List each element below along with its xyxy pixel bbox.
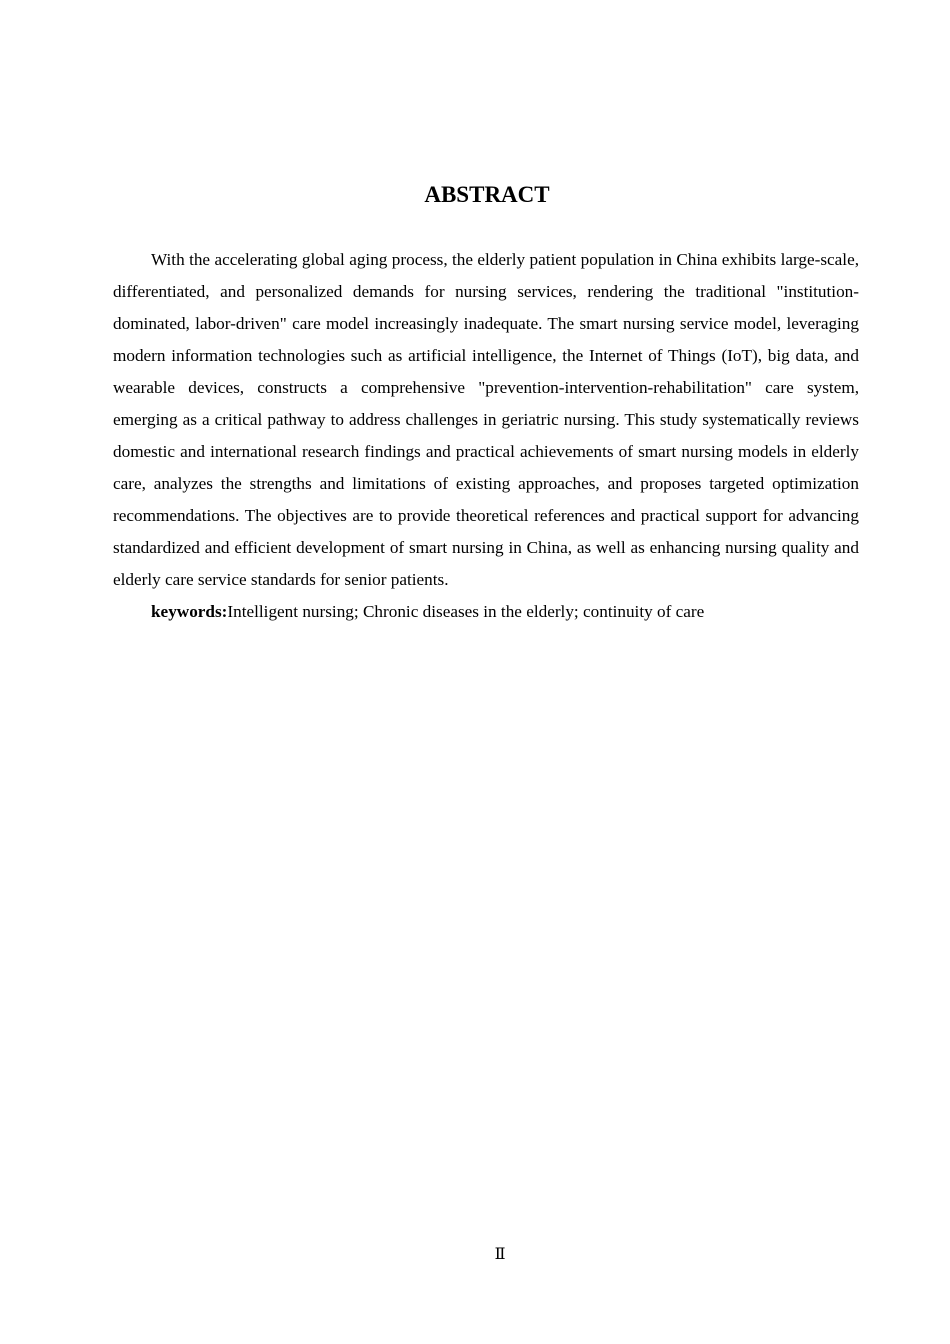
page-title: ABSTRACT (424, 182, 550, 207)
abstract-content (113, 244, 859, 628)
page-number: Ⅱ (494, 1246, 506, 1263)
abstract-paragraph: With the accelerating global aging process, the elderly patient population in China exhibits large-scale, differentiated, and personalized demands for nursing services, rendering the traditional "institution-dominated, labor-driven" care model increasingly inadequate. The smart nursing service model, leveraging modern information technologies such as artificial intelligence, the Internet of Things (IoT), big data, and wearable devices, constructs a comprehensive "prevention-intervention-rehabilitation" care system, emerging as a critical pathway to address challenges in geriatric nursing. This study systematically reviews domestic and international research findings and practical achievements of smart nursing models in elderly care, analyzes the strengths and limitations of existing approaches, and proposes targeted optimization recommendations. The objectives are to provide theoretical references and practical support for advancing standardized and efficient development of smart nursing in China, as well as enhancing nursing quality and elderly care service standards for senior patients. (113, 250, 859, 589)
keywords-line (113, 596, 859, 628)
keywords-label: keywords: (151, 602, 228, 621)
keywords-text: Intelligent nursing; Chronic diseases in the elderly; continuity of care (227, 602, 705, 621)
